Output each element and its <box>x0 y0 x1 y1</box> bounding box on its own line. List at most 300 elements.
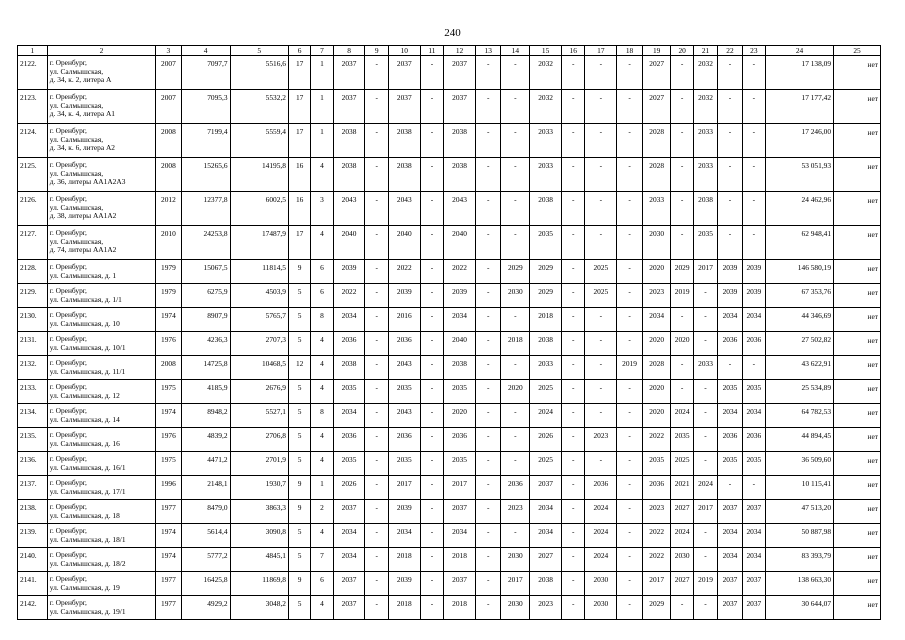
cell-col-23: - <box>742 90 765 124</box>
address-cell <box>47 452 155 476</box>
cell-col-17: - <box>585 158 617 192</box>
cell-col-13: - <box>475 284 501 308</box>
cell-col-16: - <box>562 524 585 548</box>
cell-col-8: 2035 <box>333 452 365 476</box>
cell-col-8: 2034 <box>333 548 365 572</box>
cell-col-6: 17 <box>288 124 310 158</box>
cell-col-25: нет <box>834 572 881 596</box>
address-cell <box>47 158 155 192</box>
cell-col-13: - <box>475 524 501 548</box>
cell-col-8: 2038 <box>333 124 365 158</box>
table-row <box>18 548 881 572</box>
cell-col-22: 2039 <box>718 260 742 284</box>
cell-col-19: 2027 <box>642 56 671 90</box>
address-line: ул. Салмышская, д. 10 <box>49 318 120 328</box>
cell-col-19: 2020 <box>642 380 671 404</box>
cell-col-21: - <box>693 524 717 548</box>
cell-col-15: 2018 <box>530 308 562 332</box>
cell-col-18: - <box>617 226 643 260</box>
cell-col-24: 53 051,93 <box>766 158 834 192</box>
row-number: 2122. <box>18 56 48 90</box>
cell-col-6: 9 <box>288 572 310 596</box>
cell-col-13: - <box>475 260 501 284</box>
cell-col-13: - <box>475 548 501 572</box>
cell-col-9: - <box>365 548 388 572</box>
cell-col-24: 67 353,76 <box>766 284 834 308</box>
address-line: г. Оренбург, <box>49 430 87 439</box>
table-row <box>18 226 881 260</box>
cell-col-7: 1 <box>311 476 333 500</box>
cell-col-21: - <box>693 332 717 356</box>
column-header: 24 <box>766 46 834 56</box>
row-number: 2136. <box>18 452 48 476</box>
cell-col-15: 2025 <box>530 452 562 476</box>
cell-col-6: 9 <box>288 260 310 284</box>
address-line: г. Оренбург, <box>49 286 87 295</box>
column-header: 5 <box>230 46 288 56</box>
cell-col-25: нет <box>834 476 881 500</box>
cell-col-20: - <box>671 158 693 192</box>
cell-col-15: 2029 <box>530 284 562 308</box>
table-row <box>18 332 881 356</box>
cell-col-5: 4845,1 <box>230 548 288 572</box>
cell-col-16: - <box>562 90 585 124</box>
cell-col-9: - <box>365 308 388 332</box>
cell-col-9: - <box>365 124 388 158</box>
address-line: ул. Салмышская, <box>49 168 104 178</box>
cell-col-17: - <box>585 226 617 260</box>
cell-col-18: - <box>617 596 643 620</box>
row-number: 2138. <box>18 500 48 524</box>
column-header: 4 <box>181 46 230 56</box>
cell-col-11: - <box>420 308 443 332</box>
cell-col-18: - <box>617 332 643 356</box>
cell-col-10: 2043 <box>388 192 420 226</box>
cell-col-13: - <box>475 428 501 452</box>
address-cell <box>47 500 155 524</box>
address-cell <box>47 284 155 308</box>
cell-col-24: 138 663,30 <box>766 572 834 596</box>
table-row <box>18 380 881 404</box>
cell-col-17: - <box>585 308 617 332</box>
cell-col-7: 4 <box>311 356 333 380</box>
cell-col-23: 2034 <box>742 524 765 548</box>
cell-col-13: - <box>475 452 501 476</box>
table-row <box>18 452 881 476</box>
cell-col-11: - <box>420 158 443 192</box>
cell-col-13: - <box>475 90 501 124</box>
cell-col-5: 3863,3 <box>230 500 288 524</box>
address-line: г. Оренбург, <box>49 550 87 559</box>
cell-col-6: 17 <box>288 90 310 124</box>
cell-col-25: нет <box>834 404 881 428</box>
cell-col-23: - <box>742 56 765 90</box>
cell-col-20: - <box>671 356 693 380</box>
cell-col-6: 12 <box>288 356 310 380</box>
address-cell <box>47 226 155 260</box>
cell-col-10: 2036 <box>388 428 420 452</box>
cell-col-20: 2019 <box>671 284 693 308</box>
cell-col-14: - <box>501 452 530 476</box>
cell-col-7: 4 <box>311 380 333 404</box>
cell-col-7: 6 <box>311 284 333 308</box>
cell-col-17: - <box>585 192 617 226</box>
cell-col-19: 2017 <box>642 572 671 596</box>
cell-col-22: 2034 <box>718 524 742 548</box>
cell-col-24: 83 393,79 <box>766 548 834 572</box>
column-header: 17 <box>585 46 617 56</box>
cell-col-4: 4471,2 <box>181 452 230 476</box>
cell-col-22: 2035 <box>718 452 742 476</box>
cell-col-20: 2027 <box>671 572 693 596</box>
cell-col-4: 6275,9 <box>181 284 230 308</box>
cell-col-6: 16 <box>288 192 310 226</box>
address-line: г. Оренбург, <box>49 406 87 415</box>
cell-col-7: 4 <box>311 158 333 192</box>
cell-col-21: - <box>693 308 717 332</box>
cell-col-15: 2033 <box>530 158 562 192</box>
cell-col-10: 2037 <box>388 90 420 124</box>
address-cell <box>47 124 155 158</box>
cell-col-6: 5 <box>288 428 310 452</box>
cell-col-9: - <box>365 90 388 124</box>
column-header: 7 <box>311 46 333 56</box>
cell-col-23: 2036 <box>742 428 765 452</box>
cell-col-4: 7199,4 <box>181 124 230 158</box>
cell-col-19: 2030 <box>642 226 671 260</box>
cell-col-16: - <box>562 158 585 192</box>
cell-col-8: 2037 <box>333 572 365 596</box>
cell-col-7: 1 <box>311 90 333 124</box>
cell-col-15: 2023 <box>530 596 562 620</box>
cell-col-16: - <box>562 284 585 308</box>
cell-col-3: 1977 <box>156 596 182 620</box>
cell-col-23: 2036 <box>742 332 765 356</box>
cell-col-4: 7095,3 <box>181 90 230 124</box>
cell-col-3: 1979 <box>156 260 182 284</box>
cell-col-14: - <box>501 192 530 226</box>
cell-col-4: 8479,0 <box>181 500 230 524</box>
column-header: 19 <box>642 46 671 56</box>
cell-col-23: 2034 <box>742 308 765 332</box>
table-row <box>18 90 881 124</box>
cell-col-14: 2030 <box>501 548 530 572</box>
cell-col-18: - <box>617 524 643 548</box>
cell-col-11: - <box>420 332 443 356</box>
cell-col-19: 2036 <box>642 476 671 500</box>
column-header: 9 <box>365 46 388 56</box>
address-line: ул. Салмышская, д. 19/1 <box>49 606 126 616</box>
cell-col-22: 2034 <box>718 308 742 332</box>
cell-col-19: 2022 <box>642 548 671 572</box>
cell-col-8: 2043 <box>333 192 365 226</box>
cell-col-19: 2029 <box>642 596 671 620</box>
column-header: 16 <box>562 46 585 56</box>
cell-col-23: 2037 <box>742 572 765 596</box>
cell-col-25: нет <box>834 308 881 332</box>
cell-col-13: - <box>475 500 501 524</box>
cell-col-18: 2019 <box>617 356 643 380</box>
cell-col-11: - <box>420 596 443 620</box>
cell-col-23: 2039 <box>742 284 765 308</box>
cell-col-9: - <box>365 192 388 226</box>
address-cell <box>47 90 155 124</box>
cell-col-4: 14725,8 <box>181 356 230 380</box>
table-row <box>18 572 881 596</box>
cell-col-25: нет <box>834 124 881 158</box>
cell-col-9: - <box>365 56 388 90</box>
cell-col-22: - <box>718 158 742 192</box>
cell-col-10: 2035 <box>388 452 420 476</box>
cell-col-18: - <box>617 548 643 572</box>
address-line: г. Оренбург, <box>49 454 87 463</box>
address-line: г. Оренбург, <box>49 160 87 169</box>
table-row <box>18 308 881 332</box>
cell-col-18: - <box>617 90 643 124</box>
cell-col-12: 2043 <box>444 192 476 226</box>
cell-col-25: нет <box>834 158 881 192</box>
cell-col-6: 5 <box>288 524 310 548</box>
cell-col-18: - <box>617 404 643 428</box>
address-cell <box>47 192 155 226</box>
cell-col-6: 17 <box>288 226 310 260</box>
row-number: 2140. <box>18 548 48 572</box>
cell-col-20: 2035 <box>671 428 693 452</box>
cell-col-20: 2030 <box>671 548 693 572</box>
cell-col-13: - <box>475 596 501 620</box>
row-number: 2142. <box>18 596 48 620</box>
cell-col-19: 2023 <box>642 284 671 308</box>
row-number: 2133. <box>18 380 48 404</box>
cell-col-12: 2034 <box>444 308 476 332</box>
cell-col-4: 5614,4 <box>181 524 230 548</box>
row-number: 2128. <box>18 260 48 284</box>
cell-col-16: - <box>562 308 585 332</box>
row-number: 2130. <box>18 308 48 332</box>
address-line: ул. Салмышская, д. 16 <box>49 438 120 448</box>
cell-col-3: 2008 <box>156 124 182 158</box>
cell-col-22: 2035 <box>718 380 742 404</box>
table-row <box>18 284 881 308</box>
cell-col-8: 2038 <box>333 356 365 380</box>
cell-col-22: 2034 <box>718 404 742 428</box>
cell-col-6: 5 <box>288 380 310 404</box>
cell-col-20: 2024 <box>671 524 693 548</box>
address-line: ул. Салмышская, д. 14 <box>49 414 120 424</box>
cell-col-3: 1977 <box>156 572 182 596</box>
column-header: 3 <box>156 46 182 56</box>
cell-col-20: 2029 <box>671 260 693 284</box>
cell-col-22: 2036 <box>718 428 742 452</box>
cell-col-9: - <box>365 572 388 596</box>
address-cell <box>47 260 155 284</box>
address-line: д. 74, литеры АА1А2 <box>49 245 117 255</box>
cell-col-22: - <box>718 56 742 90</box>
cell-col-5: 2701,9 <box>230 452 288 476</box>
cell-col-19: 2028 <box>642 356 671 380</box>
cell-col-10: 2039 <box>388 572 420 596</box>
row-number: 2123. <box>18 90 48 124</box>
address-line: д. 38, литеры АА1А2 <box>49 211 117 221</box>
column-header: 13 <box>475 46 501 56</box>
address-line: ул. Салмышская, д. 12 <box>49 390 120 400</box>
cell-col-22: - <box>718 356 742 380</box>
address-line: г. Оренбург, <box>49 598 87 607</box>
cell-col-15: 2032 <box>530 90 562 124</box>
cell-col-5: 2707,3 <box>230 332 288 356</box>
cell-col-18: - <box>617 260 643 284</box>
cell-col-15: 2038 <box>530 572 562 596</box>
row-number: 2126. <box>18 192 48 226</box>
address-line: ул. Салмышская, д. 18/2 <box>49 558 126 568</box>
address-line: г. Оренбург, <box>49 358 87 367</box>
cell-col-25: нет <box>834 356 881 380</box>
column-header: 20 <box>671 46 693 56</box>
cell-col-8: 2038 <box>333 158 365 192</box>
cell-col-17: - <box>585 56 617 90</box>
address-line: г. Оренбург, <box>49 310 87 319</box>
cell-col-4: 15067,5 <box>181 260 230 284</box>
cell-col-15: 2025 <box>530 380 562 404</box>
cell-col-6: 16 <box>288 158 310 192</box>
cell-col-19: 2033 <box>642 192 671 226</box>
address-line: ул. Салмышская, д. 19 <box>49 582 120 592</box>
cell-col-24: 47 513,20 <box>766 500 834 524</box>
cell-col-14: 2030 <box>501 596 530 620</box>
address-cell <box>47 308 155 332</box>
cell-col-12: 2039 <box>444 284 476 308</box>
cell-col-20: 2025 <box>671 452 693 476</box>
cell-col-18: - <box>617 452 643 476</box>
cell-col-25: нет <box>834 500 881 524</box>
cell-col-17: - <box>585 356 617 380</box>
cell-col-18: - <box>617 500 643 524</box>
cell-col-14: - <box>501 356 530 380</box>
cell-col-13: - <box>475 226 501 260</box>
cell-col-8: 2022 <box>333 284 365 308</box>
cell-col-21: - <box>693 428 717 452</box>
column-header: 15 <box>530 46 562 56</box>
cell-col-8: 2037 <box>333 56 365 90</box>
cell-col-6: 5 <box>288 284 310 308</box>
cell-col-20: - <box>671 90 693 124</box>
address-line: ул. Салмышская, <box>49 100 104 110</box>
cell-col-7: 1 <box>311 56 333 90</box>
cell-col-11: - <box>420 572 443 596</box>
cell-col-8: 2037 <box>333 90 365 124</box>
cell-col-11: - <box>420 500 443 524</box>
cell-col-25: нет <box>834 260 881 284</box>
address-cell <box>47 332 155 356</box>
cell-col-22: 2036 <box>718 332 742 356</box>
address-line: г. Оренбург, <box>49 478 87 487</box>
cell-col-20: 2020 <box>671 332 693 356</box>
cell-col-25: нет <box>834 524 881 548</box>
row-number: 2139. <box>18 524 48 548</box>
cell-col-9: - <box>365 158 388 192</box>
cell-col-20: 2027 <box>671 500 693 524</box>
cell-col-16: - <box>562 332 585 356</box>
cell-col-23: 2035 <box>742 452 765 476</box>
address-line: г. Оренбург, <box>49 92 87 101</box>
cell-col-23: - <box>742 356 765 380</box>
cell-col-13: - <box>475 158 501 192</box>
cell-col-15: 2033 <box>530 124 562 158</box>
cell-col-18: - <box>617 56 643 90</box>
cell-col-7: 4 <box>311 524 333 548</box>
cell-col-15: 2029 <box>530 260 562 284</box>
cell-col-12: 2037 <box>444 90 476 124</box>
cell-col-19: 2020 <box>642 404 671 428</box>
cell-col-6: 9 <box>288 476 310 500</box>
cell-col-25: нет <box>834 332 881 356</box>
cell-col-9: - <box>365 404 388 428</box>
cell-col-12: 2037 <box>444 500 476 524</box>
cell-col-4: 4185,9 <box>181 380 230 404</box>
cell-col-14: - <box>501 90 530 124</box>
cell-col-21: 2019 <box>693 572 717 596</box>
cell-col-17: 2024 <box>585 500 617 524</box>
cell-col-16: - <box>562 500 585 524</box>
address-cell <box>47 572 155 596</box>
cell-col-5: 11869,8 <box>230 572 288 596</box>
cell-col-16: - <box>562 572 585 596</box>
cell-col-17: 2036 <box>585 476 617 500</box>
cell-col-18: - <box>617 380 643 404</box>
cell-col-13: - <box>475 380 501 404</box>
cell-col-20: - <box>671 226 693 260</box>
cell-col-24: 43 622,91 <box>766 356 834 380</box>
cell-col-4: 5777,2 <box>181 548 230 572</box>
cell-col-7: 8 <box>311 404 333 428</box>
cell-col-21: - <box>693 452 717 476</box>
cell-col-19: 2028 <box>642 124 671 158</box>
cell-col-7: 4 <box>311 332 333 356</box>
cell-col-16: - <box>562 428 585 452</box>
cell-col-24: 62 948,41 <box>766 226 834 260</box>
cell-col-14: - <box>501 158 530 192</box>
column-header: 2 <box>47 46 155 56</box>
cell-col-5: 17487,9 <box>230 226 288 260</box>
cell-col-9: - <box>365 500 388 524</box>
cell-col-13: - <box>475 332 501 356</box>
cell-col-11: - <box>420 90 443 124</box>
cell-col-24: 17 246,00 <box>766 124 834 158</box>
cell-col-10: 2016 <box>388 308 420 332</box>
address-line: г. Оренбург, <box>49 574 87 583</box>
cell-col-12: 2040 <box>444 332 476 356</box>
cell-col-16: - <box>562 476 585 500</box>
cell-col-19: 2027 <box>642 90 671 124</box>
cell-col-16: - <box>562 548 585 572</box>
cell-col-16: - <box>562 192 585 226</box>
cell-col-22: 2037 <box>718 500 742 524</box>
cell-col-4: 8907,9 <box>181 308 230 332</box>
address-line: ул. Салмышская, д. 16/1 <box>49 462 126 472</box>
address-cell <box>47 596 155 620</box>
cell-col-11: - <box>420 356 443 380</box>
address-line: ул. Салмышская, д. 10/1 <box>49 342 126 352</box>
row-number: 2127. <box>18 226 48 260</box>
cell-col-15: 2033 <box>530 356 562 380</box>
cell-col-3: 1976 <box>156 428 182 452</box>
cell-col-10: 2037 <box>388 56 420 90</box>
cell-col-13: - <box>475 404 501 428</box>
cell-col-5: 5559,4 <box>230 124 288 158</box>
cell-col-11: - <box>420 284 443 308</box>
cell-col-22: - <box>718 124 742 158</box>
cell-col-9: - <box>365 476 388 500</box>
